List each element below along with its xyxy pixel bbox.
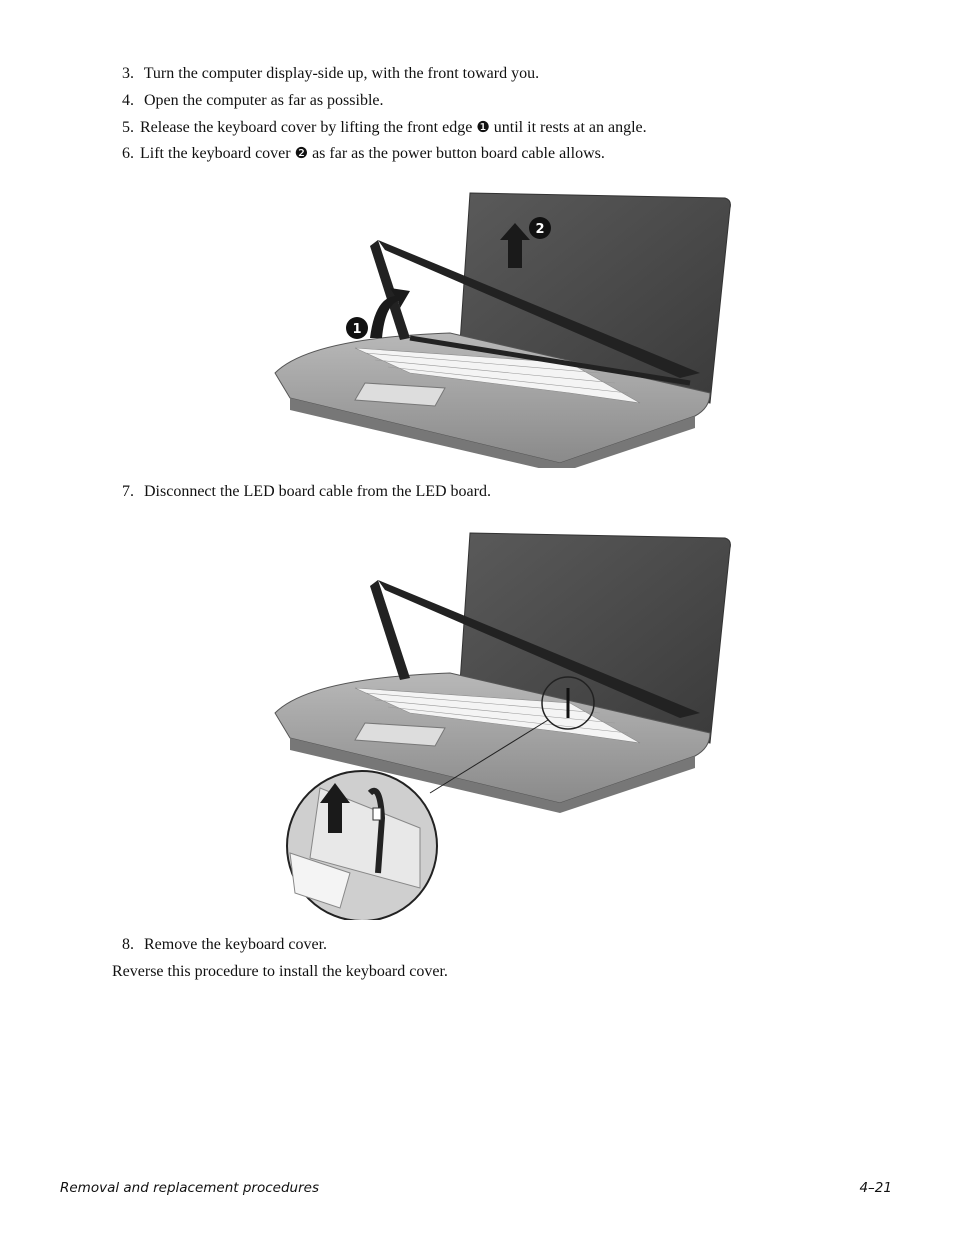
step-3 [122, 64, 539, 84]
step-text-after: as far as the power button board cable allows. [308, 145, 605, 162]
svg-text:2: 2 [535, 222, 545, 237]
step-8 [122, 935, 327, 955]
step-6 [122, 143, 605, 164]
step-text-before: Lift the keyboard cover [140, 145, 295, 162]
step-text: Disconnect the LED board cable from the LED board. [144, 483, 491, 500]
step-5 [122, 117, 647, 138]
step-number: 5. [122, 119, 134, 136]
led-board-cable-illustration [270, 528, 740, 920]
step-text-after: until it rests at an angle. [489, 119, 647, 136]
reverse-procedure-note: Reverse this procedure to install the keyboard cover. [112, 963, 448, 980]
callout-2: ❷ [294, 144, 309, 162]
step-text: Remove the keyboard cover. [144, 936, 328, 953]
footer-section-title: Removal and replacement procedures [60, 1180, 319, 1196]
step-number: 6. [122, 145, 134, 162]
step-4 [122, 91, 383, 111]
step-number: 3. [122, 65, 134, 82]
step-number: 8. [122, 936, 134, 953]
svg-text:1: 1 [352, 322, 362, 337]
step-text: Open the computer as far as possible. [144, 92, 384, 109]
step-7 [122, 482, 491, 502]
step-text: Turn the computer display-side up, with the front toward you. [143, 65, 540, 82]
step-number: 7. [122, 483, 134, 500]
step-text-before: Release the keyboard cover by lifting the front edge [140, 119, 477, 136]
callout-1: ❶ [476, 118, 490, 136]
page-number: 4–21 [859, 1180, 892, 1196]
keyboard-cover-lift-illustration [270, 188, 740, 468]
step-number: 4. [122, 92, 134, 109]
